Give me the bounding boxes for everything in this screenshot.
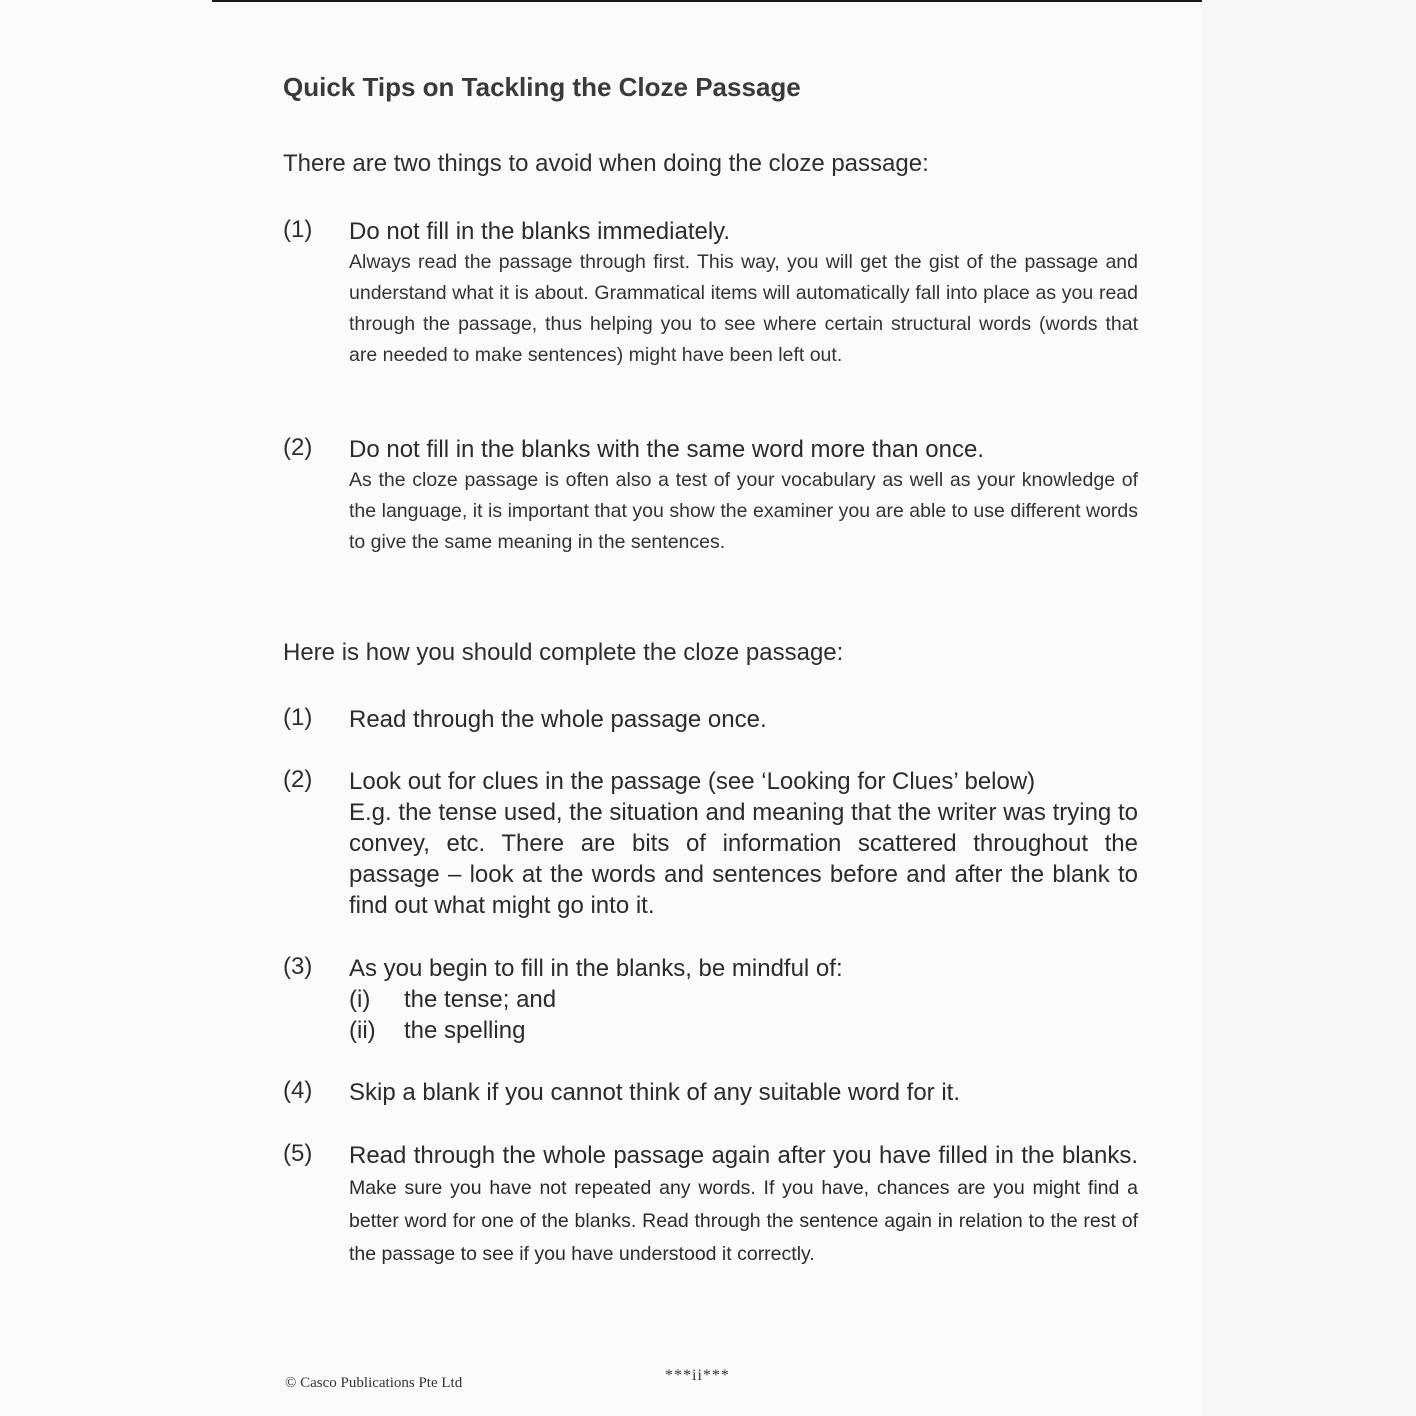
step-5 [283,1140,1138,1270]
subitem-2-text: the spelling [404,1017,526,1044]
step-4-number: (4) [283,1077,313,1104]
scan-margin [1202,0,1416,1416]
step-4 [283,1077,1138,1108]
subitem-1-number: (i) [349,986,371,1013]
step-2-number: (2) [283,766,313,793]
step-1 [283,704,1138,735]
avoid-item-1-number: (1) [283,216,313,243]
avoid-item-2-heading: Do not fill in the blanks with the same word more than once. [349,436,984,463]
howto-intro: Here is how you should complete the cloze passage: [283,639,844,666]
step-5-paragraph [349,1140,1138,1270]
copyright-notice: © Casco Publications Pte Ltd [285,1375,463,1391]
avoid-item-1 [283,216,1138,371]
page-title: Quick Tips on Tackling the Cloze Passage [283,72,801,102]
step-2-detail: E.g. the tense used, the situation and meaning that the writer was trying to convey, etc. There are bits of information scattered throughout the passage – look at the words and sentences before and after the blank to find out what might go into it. [349,799,1138,919]
step-3-text: As you begin to fill in the blanks, be mindful of: [349,955,843,982]
page-number: ***ii*** [665,1367,730,1384]
subitem-2-number: (ii) [349,1017,376,1044]
top-rule [212,0,1202,2]
step-2 [283,766,1138,921]
step-3-subitem-1 [349,984,1138,1015]
step-5-description: Make sure you have not repeated any words. If you have, chances are you might find a better word for one of the blanks. Read through the sentence again in relation to the rest of the passage to see if you have understood it correctly. [349,1177,1138,1265]
subitem-1-text: the tense; and [404,986,557,1013]
step-3 [283,953,1138,1046]
step-5-number: (5) [283,1140,313,1167]
avoid-item-2-number: (2) [283,434,313,461]
avoid-intro: There are two things to avoid when doing the cloze passage: [283,150,929,177]
step-3-subitem-2 [349,1015,1138,1046]
step-2-text: Look out for clues in the passage (see ‘Looking for Clues’ below) [349,768,1036,795]
avoid-item-2 [283,434,1138,558]
avoid-item-1-description: Always read the passage through first. This way, you will get the gist of the passage and understand what it is about. Grammatical items will automatically fall into place as you read through the passage, thus helping you to see where certain structural words (words that are needed to make sentences) might have been left out. [349,251,1138,366]
avoid-item-2-description: As the cloze passage is often also a test of your vocabulary as well as your knowledge of the language, it is important that you show the examiner you are able to use different words to give the same meaning in the sentences. [349,469,1138,553]
step-3-number: (3) [283,953,313,980]
step-4-text: Skip a blank if you cannot think of any suitable word for it. [349,1079,961,1106]
step-1-number: (1) [283,704,313,731]
step-5-text: Read through the whole passage again after you have filled in the blanks. [349,1142,1138,1169]
avoid-item-1-heading: Do not fill in the blanks immediately. [349,218,731,245]
step-1-text: Read through the whole passage once. [349,706,767,733]
